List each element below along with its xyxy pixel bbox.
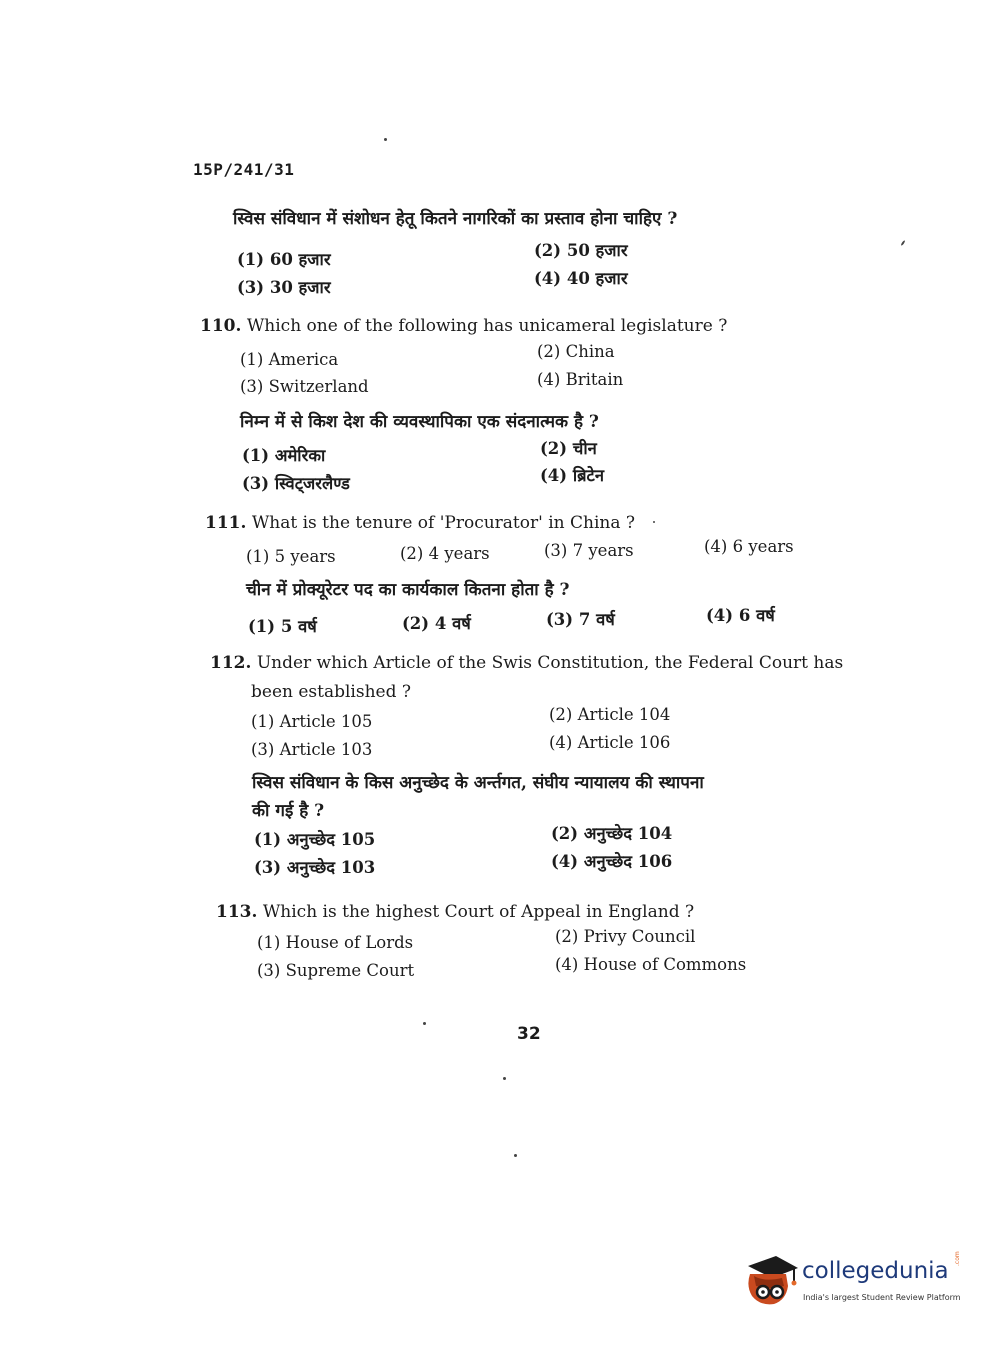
q112-option-2: (2) Article 104: [549, 705, 671, 724]
q112-option-3: (3) Article 103: [251, 740, 373, 759]
q110-number: 110.: [200, 316, 242, 336]
q112-hindi-option-1: (1) अनुच्छेद 105: [254, 830, 376, 849]
q109-hindi-option-3: (3) 30 हजार: [237, 278, 331, 297]
scan-speck: [503, 1077, 506, 1080]
scan-speck: [423, 1022, 426, 1025]
q111-question: [205, 513, 635, 533]
q109-hindi-option-1: (1) 60 हजार: [237, 250, 331, 269]
q110-text: Which one of the following has unicameral legislature ?: [246, 316, 728, 336]
scan-speck: [514, 1154, 517, 1157]
q112-option-1: (1) Article 105: [251, 712, 373, 731]
q112-text-line2: been established ?: [251, 682, 411, 702]
q110-hindi-text: निम्न में से किश देश की व्यवस्थापिका एक संदनात्मक है ?: [240, 412, 599, 432]
q109-hindi-option-2: (2) 50 हजार: [534, 241, 628, 260]
q112-hindi-option-3: (3) अनुच्छेद 103: [254, 858, 376, 877]
q110-hindi-option-1: (1) अमेरिका: [242, 446, 326, 465]
q113-option-4: (4) House of Commons: [555, 955, 747, 974]
q113-option-3: (3) Supreme Court: [257, 961, 415, 980]
q112-hindi-text-line2: की गई है ?: [252, 801, 325, 821]
q111-hindi-option-4: (4) 6 वर्ष: [706, 606, 775, 625]
q111-hindi-option-2: (2) 4 वर्ष: [402, 614, 471, 633]
q110-hindi-option-2: (2) चीन: [540, 439, 597, 458]
q111-number: 111.: [205, 513, 247, 533]
scan-speck: [653, 521, 655, 523]
q110-question: [200, 316, 727, 336]
logo-tagline: India's largest Student Review Platform: [803, 1293, 961, 1302]
q111-option-3: (3) 7 years: [544, 541, 634, 560]
q113-text: Which is the highest Court of Appeal in England ?: [262, 902, 695, 922]
q109-hindi-option-4: (4) 40 हजार: [534, 269, 628, 288]
scan-speck: [384, 138, 387, 141]
q110-hindi-option-4: (4) ब्रिटेन: [540, 466, 605, 485]
collegedunia-logo: [742, 1252, 972, 1312]
q110-hindi-option-3: (3) स्विट्जरलैण्ड: [242, 474, 350, 493]
page-number: 32: [517, 1024, 541, 1044]
q109-hindi-text: स्विस संविधान में संशोधन हेतू कितने नागरिकों का प्रस्ताव होना चाहिए ?: [233, 209, 678, 229]
q110-option-1: (1) America: [240, 350, 339, 369]
q111-text: What is the tenure of 'Procurator' in China ?: [251, 513, 635, 533]
q111-option-4: (4) 6 years: [704, 537, 794, 556]
mascot-icon: [742, 1252, 800, 1310]
q111-hindi-text: चीन में प्रोक्यूरेटर पद का कार्यकाल कितना होता है ?: [246, 580, 570, 600]
q113-option-1: (1) House of Lords: [257, 933, 414, 952]
q113-option-2: (2) Privy Council: [555, 927, 696, 946]
q113-number: 113.: [216, 902, 258, 922]
q111-option-2: (2) 4 years: [400, 544, 490, 563]
q111-hindi-option-3: (3) 7 वर्ष: [546, 610, 615, 629]
logo-wordmark: collegedunia: [802, 1258, 949, 1284]
q112-option-4: (4) Article 106: [549, 733, 671, 752]
q113-question: [216, 902, 694, 922]
q112-hindi-text-line1: स्विस संविधान के किस अनुच्छेद के अर्न्तगत, संघीय न्यायालय की स्थापना: [252, 773, 704, 793]
q110-option-3: (3) Switzerland: [240, 377, 369, 396]
q110-option-4: (4) Britain: [537, 370, 624, 389]
q112-question-line1: [210, 653, 843, 673]
scan-speck: [900, 240, 905, 246]
q112-text-line1: Under which Article of the Swis Constitution, the Federal Court has: [256, 653, 844, 673]
q112-hindi-option-2: (2) अनुच्छेद 104: [551, 824, 673, 843]
q111-hindi-option-1: (1) 5 वर्ष: [248, 617, 317, 636]
paper-code: 15P/241/31: [193, 160, 295, 179]
q111-option-1: (1) 5 years: [246, 547, 336, 566]
q112-number: 112.: [210, 653, 252, 673]
q112-hindi-option-4: (4) अनुच्छेद 106: [551, 852, 673, 871]
logo-suffix: .com: [954, 1251, 961, 1266]
q110-option-2: (2) China: [537, 342, 615, 361]
